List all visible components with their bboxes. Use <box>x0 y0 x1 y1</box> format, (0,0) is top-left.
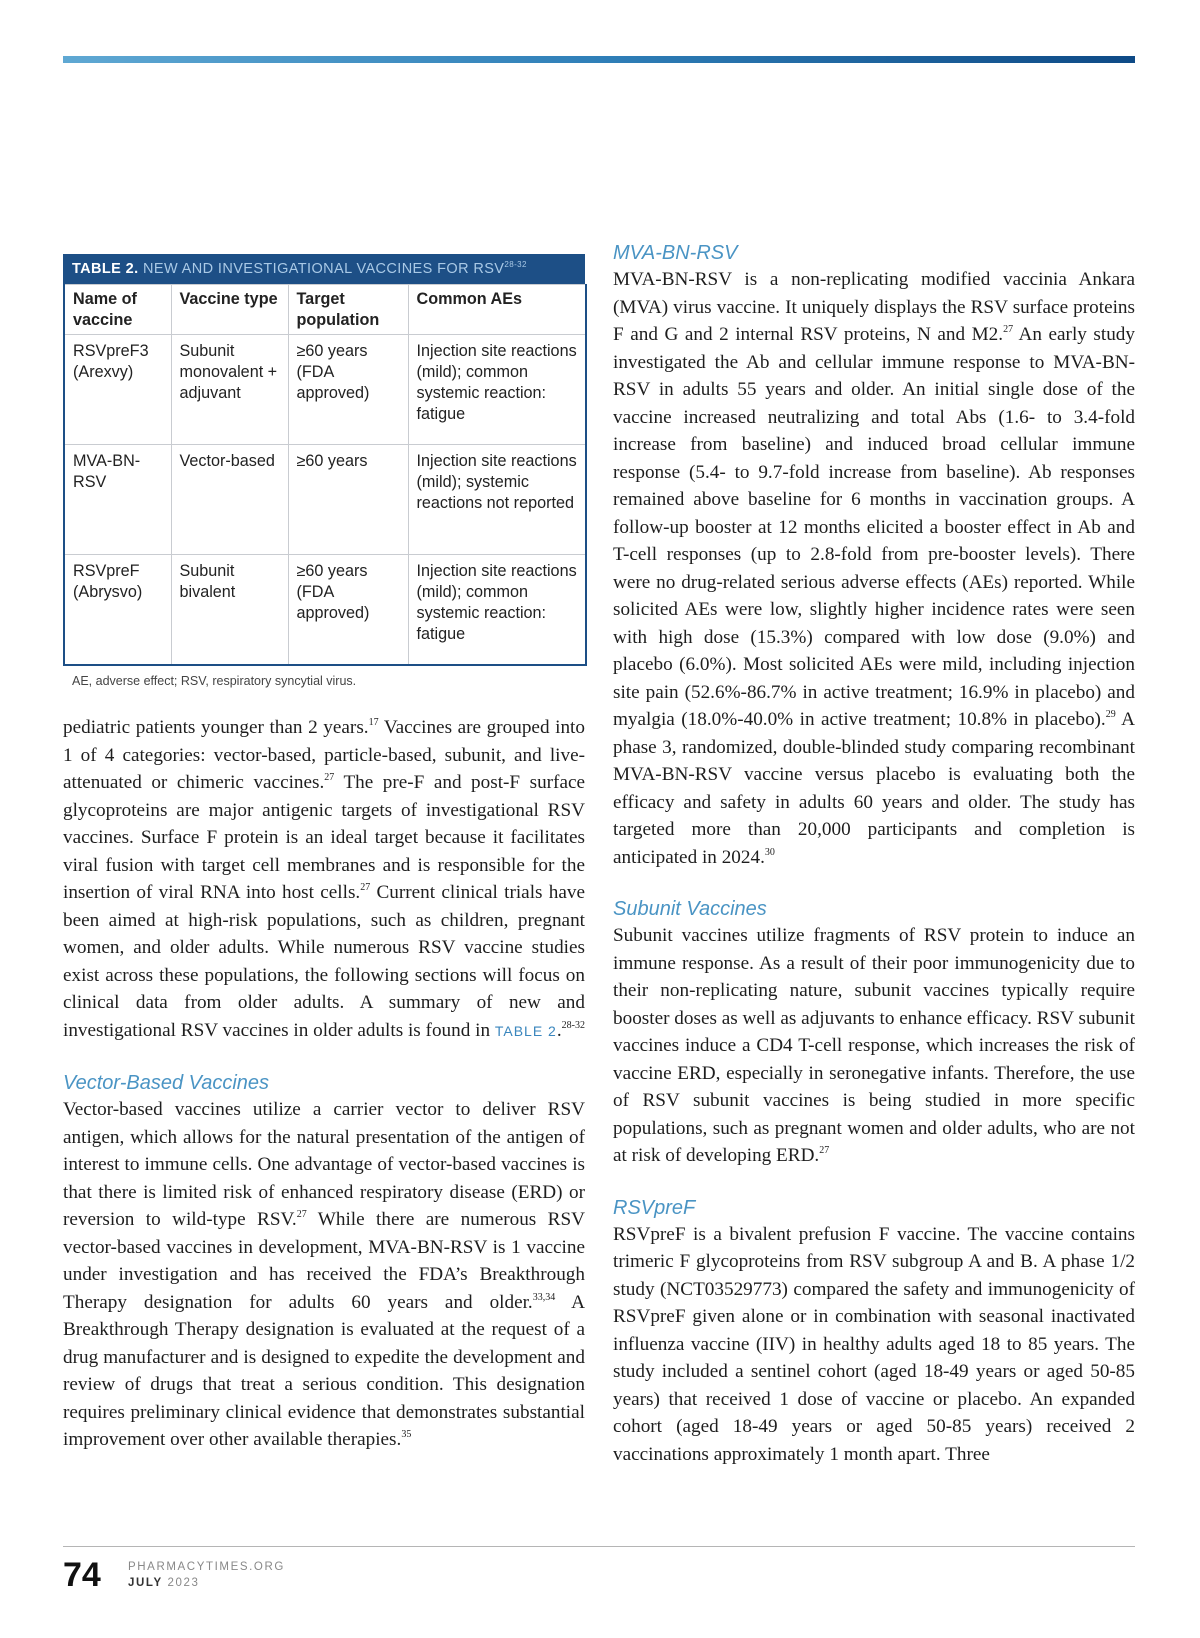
table-cell: RSVpreF3 (Arexvy) <box>64 335 171 445</box>
table-cell: Vector-based <box>171 445 288 555</box>
vaccine-table <box>63 284 587 666</box>
table-row <box>64 445 586 555</box>
section-heading: RSVpreF <box>613 1196 696 1219</box>
table-label: TABLE 2. <box>72 261 139 277</box>
text: . <box>556 1019 562 1041</box>
table-row <box>64 555 586 665</box>
section-heading: Vector-Based Vaccines <box>63 1072 270 1094</box>
reference: 27 <box>819 1145 830 1156</box>
table-row <box>64 335 586 445</box>
reference: 27 <box>296 1209 307 1220</box>
table-title-refs: 28-32 <box>504 260 527 269</box>
reference: 35 <box>401 1429 412 1440</box>
table-cell: Subunit monovalent + adjuvant <box>171 335 288 445</box>
text: Subunit vaccines utilize fragments of RSV protein to induce an immune response. As a result of their poor immunogenicity due to their non-replicating nature, subunit vaccines typically require booster doses as well as adjuvants to enhance efficacy. RSV subunit vaccines induce a CD4 T-cell response, which increases the risk of vaccine ERD, especially in seronegative infants. Therefore, the use of RSV subunit vaccines is being studied in more specific populations, such as pregnant women and older adults, who are not at risk of developing ERD. <box>613 925 1135 1166</box>
table-cell: RSVpreF (Abrysvo) <box>64 555 171 665</box>
right-column <box>613 240 1135 1468</box>
table-cell: ≥60 years (FDA approved) <box>288 555 408 665</box>
paragraph <box>613 266 1135 871</box>
table-title <box>63 254 585 284</box>
table-cell: MVA-BN-RSV <box>64 445 171 555</box>
table-2-link[interactable]: TABLE 2 <box>494 1022 557 1039</box>
header-population: Target population <box>288 285 408 335</box>
table-title-text: NEW AND INVESTIGATIONAL VACCINES FOR RSV <box>143 261 505 277</box>
text: Vector-based vaccines utilize a carrier vector to deliver RSV antigen, which allows for the natural presentation of the antigen of interest to immune cells. One advantage of vector-based vaccines is that there is limited risk of enhanced respiratory disease (ERD) or reversion to wild-type RSV. <box>63 1099 585 1230</box>
text: While there are numerous RSV vector-based vaccines in development, MVA-BN-RSV is 1 vaccine under investigation and has received the FDA’s Breakthrough Therapy designation for adults 60 years and older. <box>63 1209 585 1313</box>
issue-month: JULY <box>128 1577 163 1589</box>
header-name: Name of vaccine <box>64 285 171 335</box>
reference: 17 <box>368 717 379 728</box>
paragraph <box>63 1096 585 1454</box>
text: Vaccines are grouped into 1 of 4 categories: vector-based, particle-based, subunit, and live-attenuated or chimeric vaccines. <box>63 717 585 793</box>
reference: 27 <box>324 772 335 783</box>
header-accent-bar <box>63 56 1135 63</box>
reference: 27 <box>1003 324 1014 335</box>
text: An early study investigated the Ab and cellular immune response to MVA-BN-RSV in adults 55 years and older. An initial single dose of the vaccine increased neutralizing and total Abs (1.6- to 3.4-fold increase from baseline) and induced broad cellular immune response (5.4- to 9.7-fold increase from baseline). Ab responses remained above baseline for 6 months in vaccination groups. A follow-up booster at 12 months elicited a booster effect in Ab and T-cell responses (up to 2.8-fold from pre-booster levels). There were no drug-related serious adverse effects (AEs) reported. While solicited AEs were low, slightly higher incidence rates were seen with high dose (15.3%) compared with low dose (9.0%) and placebo (6.0%). Most solicited AEs were mild, including injection site pain (52.6%-86.7% in active treatment; 16.9% in placebo) and myalgia (18.0%-40.0% in active treatment; 10.8% in placebo). <box>613 324 1135 730</box>
publication-name: PHARMACYTIMES.ORG <box>128 1561 285 1573</box>
left-column <box>63 714 585 1454</box>
header-aes: Common AEs <box>408 285 586 335</box>
section-heading: Subunit Vaccines <box>613 898 767 920</box>
reference: 33,34 <box>532 1291 556 1303</box>
table-2 <box>63 254 585 688</box>
reference: 29 <box>1105 709 1116 720</box>
paragraph <box>613 922 1135 1170</box>
reference: 27 <box>360 882 371 893</box>
table-footnote: AE, adverse effect; RSV, respiratory syncytial virus. <box>72 673 357 688</box>
paragraph <box>63 714 585 1045</box>
section-heading: MVA-BN-RSV <box>613 242 738 264</box>
text: pediatric patients younger than 2 years. <box>63 717 369 738</box>
text: The pre-F and post-F surface glycoproteins are major antigenic targets of investigational RSV vaccines. Surface F protein is an ideal target because it facilitates viral fusion with target cell membranes and is responsible for the insertion of viral RNA into host cells. <box>63 772 585 903</box>
text: A phase 3, randomized, double-blinded study comparing recombinant MVA-BN-RSV vaccine versus placebo is evaluating both the efficacy and safety in adults 60 years and older. The study has targeted more than 20,000 participants and completion is anticipated in 2024. <box>613 709 1135 868</box>
text: Current clinical trials have been aimed at high-risk populations, such as children, pregnant women, and older adults. While numerous RSV vaccine studies exist across these populations, the following sections will focus on clinical data from older adults. A summary of new and investigational RSV vaccines in older adults is found in <box>63 882 585 1041</box>
table-cell: Injection site reactions (mild); systemic reactions not reported <box>408 445 586 555</box>
reference: 28-32 <box>561 1019 585 1031</box>
reference: 30 <box>764 846 775 858</box>
page-number: 74 <box>63 1556 101 1594</box>
table-cell: ≥60 years (FDA approved) <box>288 335 408 445</box>
footer-divider <box>63 1546 1135 1547</box>
issue-year: 2023 <box>167 1577 200 1589</box>
table-header-row <box>64 285 586 335</box>
table-cell: Injection site reactions (mild); common systemic reaction: fatigue <box>408 555 586 665</box>
text: A Breakthrough Therapy designation is evaluated at the request of a drug manufacturer and is designed to expedite the development and review of drugs that treat a serious condition. This designation requires preliminary clinical evidence that demonstrates substantial improvement over other available therapies. <box>63 1291 585 1450</box>
table-cell: ≥60 years <box>288 445 408 555</box>
paragraph: RSVpreF is a bivalent prefusion F vaccine. The vaccine contains trimeric F glycoproteins from RSV subgroup A and B. A phase 1/2 study (NCT03529773) compared the safety and immunogenicity of RSVpreF given alone or in combination with seasonal inactivated influenza vaccine (IIV) in healthy adults aged 18 to 85 years. The study included a sentinel cohort (aged 18-49 years or aged 50-85 years) that received 1 dose of vaccine or placebo. An expanded cohort (aged 18-49 years or aged 50-85 years) received 2 vaccinations approximately 1 month apart. Three <box>613 1223 1135 1465</box>
header-type: Vaccine type <box>171 285 288 335</box>
table-cell: Subunit bivalent <box>171 555 288 665</box>
text: MVA-BN-RSV is a non-replicating modified vaccinia Ankara (MVA) virus vaccine. It uniquely displays the RSV surface proteins F and G and 2 internal RSV proteins, N and M2. <box>613 269 1135 345</box>
issue-date <box>128 1576 200 1590</box>
table-cell: Injection site reactions (mild); common systemic reaction: fatigue <box>408 335 586 445</box>
